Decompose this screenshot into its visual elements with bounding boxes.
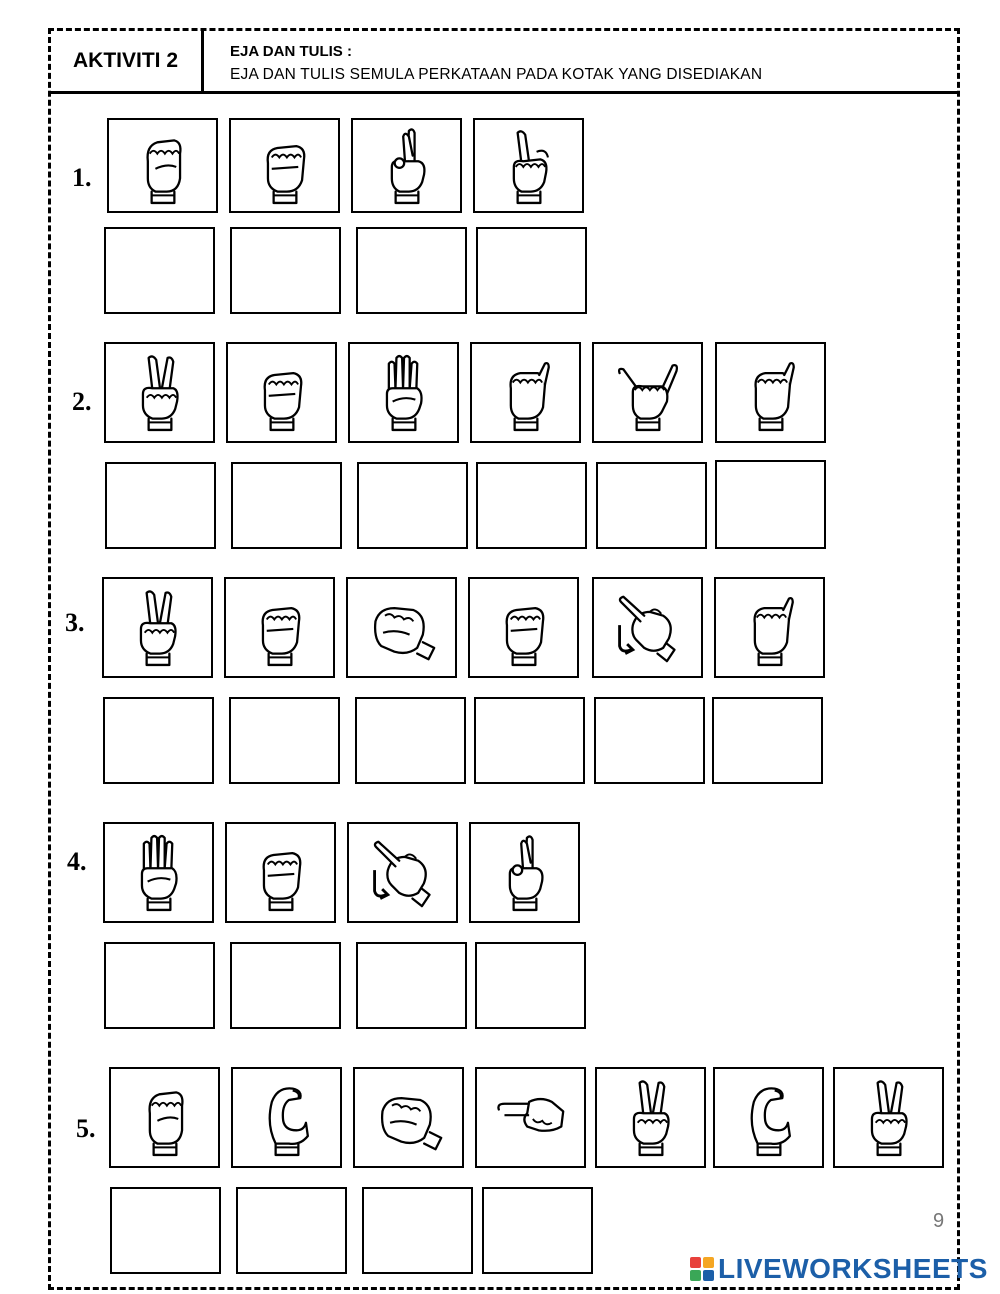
sign-tile (348, 342, 459, 443)
question-number-5: 5. (76, 1114, 96, 1143)
question-number-4: 4. (67, 847, 87, 876)
logo-block (703, 1257, 714, 1268)
sign-tile (833, 1067, 944, 1168)
answer-box[interactable] (110, 1187, 221, 1274)
header-divider (201, 30, 204, 92)
sign-tile (592, 342, 703, 443)
activity-label: AKTIVITI 2 (72, 49, 178, 72)
answer-box[interactable] (105, 462, 216, 549)
hand-sign-c-shape-icon (251, 1077, 323, 1159)
hand-sign-index-thumb-up-icon (493, 125, 565, 207)
sign-tile (470, 342, 581, 443)
sign-tile (226, 342, 337, 443)
hand-sign-fist-sideways-icon (373, 1077, 445, 1159)
instruction-title: EJA DAN TULIS : (230, 43, 352, 60)
answer-box[interactable] (355, 697, 466, 784)
answer-box[interactable] (594, 697, 705, 784)
sign-tile (225, 822, 336, 923)
hand-sign-fist-sideways-icon (366, 587, 438, 669)
answer-box[interactable] (476, 227, 587, 314)
hand-sign-crossed-fingers-icon (371, 125, 443, 207)
sign-tile (347, 822, 458, 923)
sign-tile (713, 1067, 824, 1168)
hand-sign-pinky-thumb-out-icon (612, 352, 684, 434)
hand-sign-v-fingers-icon (853, 1077, 925, 1159)
answer-box[interactable] (103, 697, 214, 784)
sign-tile (351, 118, 462, 213)
hand-sign-v-fingers-icon (615, 1077, 687, 1159)
hand-sign-crossed-fingers-icon (489, 832, 561, 914)
sign-tile (475, 1067, 586, 1168)
hand-sign-fist-thumb-across-icon (244, 587, 316, 669)
liveworksheets-logo[interactable] (690, 1252, 988, 1286)
hand-sign-four-fingers-up-icon (123, 832, 195, 914)
sign-tile (715, 342, 826, 443)
sign-tile (592, 577, 703, 678)
sign-tile (353, 1067, 464, 1168)
sign-tile (224, 577, 335, 678)
answer-box[interactable] (712, 697, 823, 784)
hand-sign-fist-thumb-side-icon (734, 587, 806, 669)
logo-text: LIVEWORKSHEETS (718, 1253, 988, 1284)
hand-sign-fist-thumb-across-icon (488, 587, 560, 669)
sign-tile (346, 577, 457, 678)
answer-box[interactable] (104, 942, 215, 1029)
answer-box[interactable] (482, 1187, 593, 1274)
answer-box[interactable] (362, 1187, 473, 1274)
hand-sign-closed-fist-icon (127, 125, 199, 207)
hand-sign-fist-thumb-across-icon (245, 832, 317, 914)
sign-tile (103, 822, 214, 923)
hand-sign-fist-thumb-side-icon (735, 352, 807, 434)
answer-box[interactable] (596, 462, 707, 549)
sign-tile (109, 1067, 220, 1168)
hand-sign-pinky-arrow-j-icon (367, 832, 439, 914)
answer-box[interactable] (231, 462, 342, 549)
answer-box[interactable] (357, 462, 468, 549)
answer-box[interactable] (229, 697, 340, 784)
sign-tile (473, 118, 584, 213)
hand-sign-pinky-arrow-j-icon (612, 587, 684, 669)
logo-block (703, 1270, 714, 1281)
answer-box[interactable] (236, 1187, 347, 1274)
sign-tile (714, 577, 825, 678)
answer-box[interactable] (356, 227, 467, 314)
sign-tile (595, 1067, 706, 1168)
answer-box[interactable] (230, 227, 341, 314)
hand-sign-fist-thumb-across-icon (246, 352, 318, 434)
logo-block (690, 1270, 701, 1281)
page-number: 9 (933, 1210, 945, 1232)
logo-block (690, 1257, 701, 1268)
answer-box[interactable] (474, 697, 585, 784)
sign-tile (231, 1067, 342, 1168)
hand-sign-pointing-sideways-icon (495, 1077, 567, 1159)
hand-sign-four-fingers-up-icon (368, 352, 440, 434)
answer-box[interactable] (356, 942, 467, 1029)
sign-tile (107, 118, 218, 213)
answer-box[interactable] (104, 227, 215, 314)
hand-sign-v-fingers-icon (124, 352, 196, 434)
instruction-text: EJA DAN TULIS SEMULA PERKATAAN PADA KOTAK YANG DISEDIAKAN (230, 66, 763, 83)
hand-sign-v-fingers-icon (122, 587, 194, 669)
hand-sign-c-shape-icon (733, 1077, 805, 1159)
hand-sign-fist-thumb-side-icon (490, 352, 562, 434)
sign-tile (229, 118, 340, 213)
answer-box[interactable] (476, 462, 587, 549)
sign-tile (104, 342, 215, 443)
answer-box[interactable] (715, 460, 826, 549)
logo-blocks-icon (690, 1257, 714, 1281)
sign-tile (469, 822, 580, 923)
question-number-2: 2. (72, 387, 92, 416)
question-number-1: 1. (72, 163, 92, 192)
sign-tile (102, 577, 213, 678)
answer-box[interactable] (230, 942, 341, 1029)
hand-sign-closed-fist-icon (129, 1077, 201, 1159)
sign-tile (468, 577, 579, 678)
hand-sign-fist-thumb-across-icon (249, 125, 321, 207)
question-number-3: 3. (65, 608, 85, 637)
answer-box[interactable] (475, 942, 586, 1029)
